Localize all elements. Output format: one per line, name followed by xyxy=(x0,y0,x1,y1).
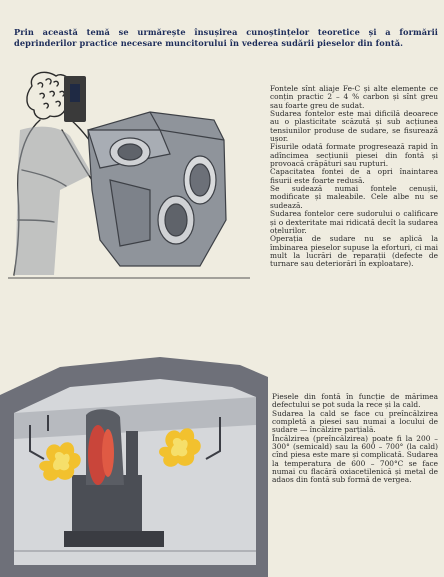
paragraph: Fontele sînt aliaje Fe-C și alte elemente ce conțin practic 2 – 4 % carbon și sînt greu sau foarte greu de sudat. xyxy=(270,84,438,110)
furnace-illustration xyxy=(0,355,268,577)
paragraph: Încălzirea (preîncălzirea) poate fi la 200 – 300° (semicald) sau la 600 – 700° (la cald) cînd piesa este mare și complicată. Sudarea la temperatura de 600 – 700°C se face numai cu flacără oxiacetilenică și metal de adaos din fontă sub formă de vergea. xyxy=(272,433,438,485)
paragraph: Se sudează numai fontele cenușii, modificate și maleabile. Cele albe nu se sudează. xyxy=(270,184,438,210)
paragraph: Sudarea fontelor este mai dificilă deoarece au o plasticitate scăzută și sub acțiunea tensiunilor produse de sudare, se fisurează ușor. xyxy=(270,109,438,144)
paragraph: Fisurile odată formate progresează rapid în adîncimea secțiunii piesei din fontă și provoacă crăpături sau rupturi. xyxy=(270,142,438,169)
paragraph: Sudarea fontelor cere sudorului o calificare și o dexteritate mai ridicată decît la sudarea oțelurilor. xyxy=(270,209,438,235)
paragraph: Operația de sudare nu se aplică la îmbinarea pieselor supuse la eforturi, ci mai mult la lucrări de reparații (defecte de turnare sau deteriorări în exploatare). xyxy=(270,234,438,269)
section-2-text xyxy=(272,393,438,485)
paragraph: Capacitatea fontei de a opri înaintarea fisurii este foarte redusă. xyxy=(270,167,438,185)
page-header: Prin această temă se urmărește însușirea cunoștințelor teoretice și a formării deprinderilor practice necesare muncitorului în vederea sudării pieselor din fontă. xyxy=(14,27,438,48)
section-1-text xyxy=(270,85,438,269)
paragraph: Piesele din fontă în funcție de mărimea defectului se pot suda la rece și la cald. xyxy=(272,392,438,410)
paragraph: Sudarea la cald se face cu preîncălzirea completă a piesei sau numai a locului de sudare — încălzire parțială. xyxy=(272,408,438,435)
welder-illustration xyxy=(0,70,264,285)
